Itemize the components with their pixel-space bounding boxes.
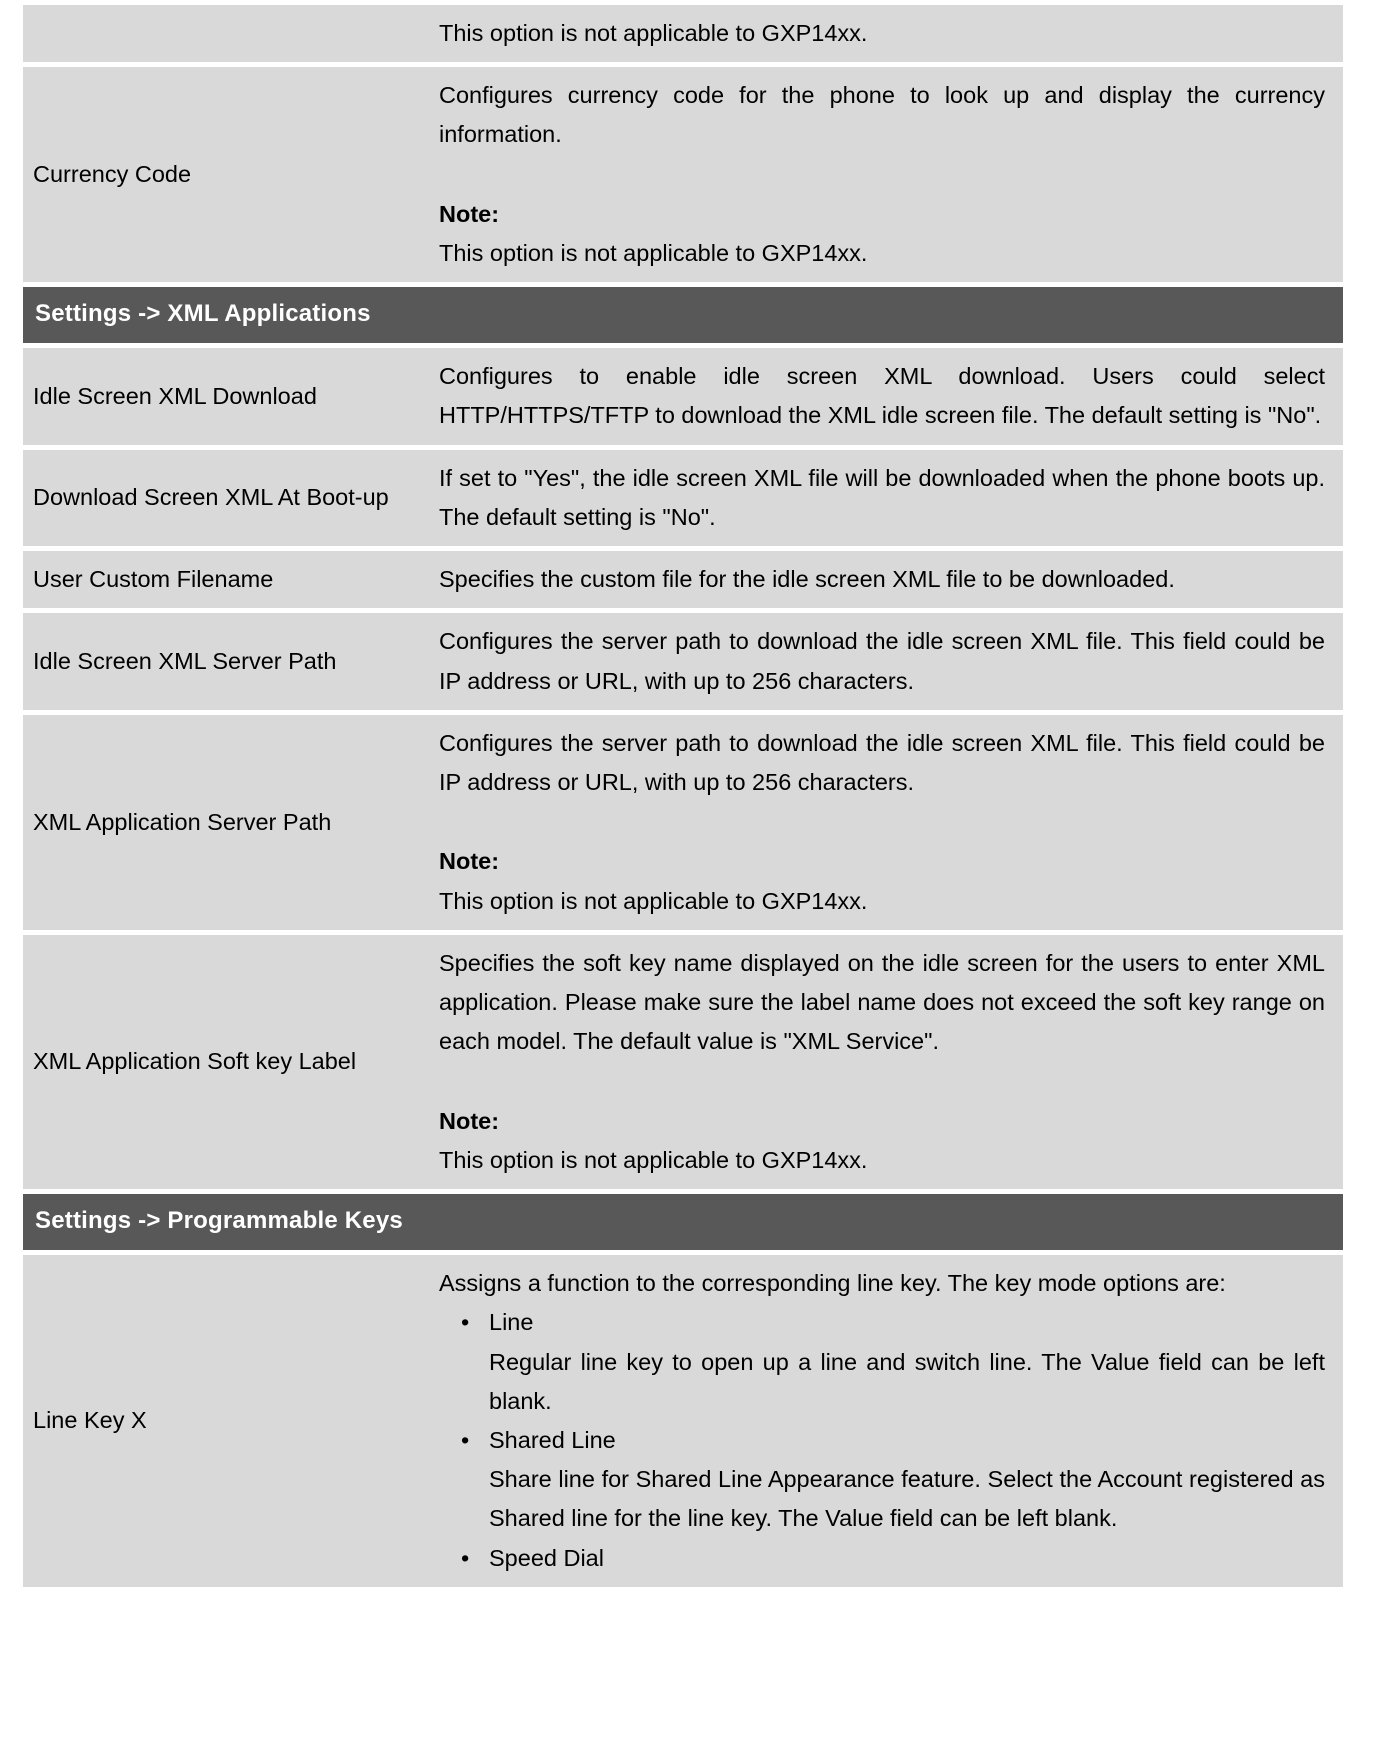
table-row [23, 1255, 1343, 1587]
note-text: This option is not applicable to GXP14xx. [439, 239, 868, 266]
row-description [423, 450, 1343, 546]
row-description [423, 715, 1343, 930]
row-description [423, 613, 1343, 709]
section-band-row [23, 1194, 1343, 1250]
paragraph-gap [439, 1062, 1325, 1102]
key-mode-options-list [439, 1303, 1325, 1578]
row-label: Idle Screen XML Download [23, 348, 423, 444]
list-item [439, 1539, 1325, 1578]
list-item [439, 1421, 1325, 1539]
description-paragraph: Configures the server path to download the idle screen XML file. This field could be IP address or URL, with up to 256 characters. [439, 729, 1325, 796]
note-label: Note: [439, 1107, 500, 1134]
table-row [23, 450, 1343, 546]
section-band-row [23, 287, 1343, 343]
list-item [439, 1303, 1325, 1421]
section-band-title: Settings -> XML Applications [23, 287, 1343, 343]
row-label: XML Application Soft key Label [23, 935, 423, 1189]
row-label: User Custom Filename [23, 551, 423, 608]
paragraph-gap [439, 802, 1325, 842]
table-row [23, 348, 1343, 444]
row-description [423, 5, 1343, 62]
row-description [423, 67, 1343, 282]
row-label [23, 5, 423, 62]
row-description [423, 348, 1343, 444]
description-paragraph: Specifies the custom file for the idle screen XML file to be downloaded. [439, 566, 1175, 593]
description-paragraph: Specifies the soft key name displayed on the idle screen for the users to enter XML application. Please make sure the label name does not exceed the soft key range on each model. The default value is "XML Service". [439, 949, 1325, 1055]
description-paragraph: Assigns a function to the corresponding line key. The key mode options are: [439, 1270, 1226, 1297]
description-paragraph: If set to "Yes", the idle screen XML file will be downloaded when the phone boots up. The default setting is "No". [439, 464, 1325, 530]
row-label: XML Application Server Path [23, 715, 423, 930]
row-label: Line Key X [23, 1255, 423, 1587]
table-row [23, 67, 1343, 282]
table-row [23, 551, 1343, 608]
description-paragraph: This option is not applicable to GXP14xx. [439, 20, 868, 46]
note-text: This option is not applicable to GXP14xx. [439, 887, 868, 914]
option-description: Share line for Shared Line Appearance feature. Select the Account registered as Shared line for the line key. The Value field can be left blank. [489, 1466, 1325, 1532]
table-row [23, 5, 1343, 62]
row-description [423, 1255, 1343, 1587]
option-name: Speed Dial [489, 1544, 604, 1571]
description-paragraph: Configures the server path to download the idle screen XML file. This field could be IP address or URL, with up to 256 characters. [439, 628, 1325, 694]
specification-table [23, 0, 1343, 1592]
section-band-cell [23, 287, 1343, 343]
note-label: Note: [439, 848, 500, 875]
section-band-cell [23, 1194, 1343, 1250]
option-name: Shared Line [489, 1427, 616, 1454]
bullet-icon: • [461, 1544, 470, 1571]
option-name: Line [489, 1309, 534, 1336]
row-label: Download Screen XML At Boot-up [23, 450, 423, 546]
table-row [23, 935, 1343, 1189]
option-description: Regular line key to open up a line and switch line. The Value field can be left blank. [489, 1348, 1325, 1414]
row-description [423, 935, 1343, 1189]
section-band-title: Settings -> Programmable Keys [23, 1194, 1343, 1250]
table-body [23, 5, 1343, 1587]
table-row [23, 613, 1343, 709]
row-label: Currency Code [23, 67, 423, 282]
description-paragraph: Configures to enable idle screen XML download. Users could select HTTP/HTTPS/TFTP to download the XML idle screen file. The default setting is "No". [439, 363, 1325, 429]
bullet-icon: • [461, 1309, 470, 1336]
description-paragraph: Configures currency code for the phone to look up and display the currency information. [439, 82, 1325, 148]
row-label: Idle Screen XML Server Path [23, 613, 423, 709]
bullet-icon: • [461, 1427, 470, 1454]
table-row [23, 715, 1343, 930]
row-description [423, 551, 1343, 608]
note-text: This option is not applicable to GXP14xx. [439, 1146, 868, 1173]
paragraph-gap [439, 155, 1325, 195]
note-label: Note: [439, 200, 500, 227]
